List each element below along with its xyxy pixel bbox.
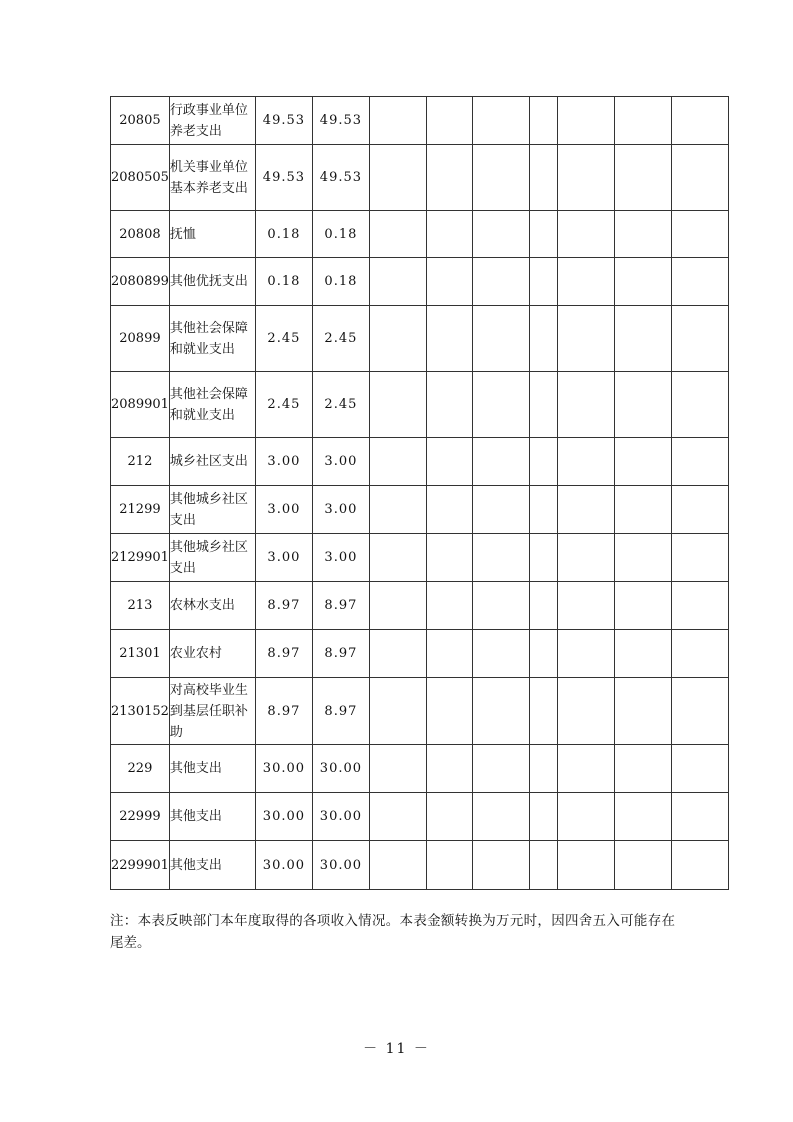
empty-cell	[557, 678, 614, 745]
empty-cell	[671, 678, 728, 745]
table-row	[111, 630, 729, 678]
table-body	[111, 97, 729, 890]
empty-cell	[529, 745, 557, 793]
empty-cell	[369, 486, 426, 534]
empty-cell	[426, 841, 472, 890]
empty-cell	[614, 306, 671, 372]
empty-cell	[557, 438, 614, 486]
empty-cell	[671, 211, 728, 258]
empty-cell	[671, 793, 728, 841]
total-amount-cell: 8.97	[255, 630, 312, 678]
empty-cell	[426, 211, 472, 258]
fiscal-appropriation-cell: 3.00	[312, 438, 369, 486]
empty-cell	[426, 582, 472, 630]
function-name-cell: 其他社会保障和就业支出	[169, 306, 255, 372]
empty-cell	[671, 97, 728, 145]
function-name-cell: 农业农村	[169, 630, 255, 678]
table-row	[111, 745, 729, 793]
empty-cell	[369, 630, 426, 678]
empty-cell	[557, 211, 614, 258]
income-table	[110, 96, 729, 890]
fiscal-appropriation-cell: 8.97	[312, 678, 369, 745]
empty-cell	[529, 306, 557, 372]
total-amount-cell: 30.00	[255, 745, 312, 793]
function-code-cell: 22999	[111, 793, 170, 841]
empty-cell	[472, 582, 529, 630]
function-code-cell: 21301	[111, 630, 170, 678]
function-name-cell: 其他城乡社区支出	[169, 486, 255, 534]
function-code-cell: 229	[111, 745, 170, 793]
function-name-cell: 其他城乡社区支出	[169, 534, 255, 582]
total-amount-cell: 2.45	[255, 372, 312, 438]
empty-cell	[472, 372, 529, 438]
empty-cell	[557, 258, 614, 306]
total-amount-cell: 49.53	[255, 145, 312, 211]
empty-cell	[369, 793, 426, 841]
table-row	[111, 793, 729, 841]
empty-cell	[426, 678, 472, 745]
function-code-cell: 2129901	[111, 534, 170, 582]
empty-cell	[671, 630, 728, 678]
empty-cell	[557, 306, 614, 372]
empty-cell	[426, 630, 472, 678]
empty-cell	[472, 486, 529, 534]
table-note: 注：本表反映部门本年度取得的各项收入情况。本表金额转换为万元时，因四舍五入可能存在尾差。	[110, 913, 675, 951]
total-amount-cell: 3.00	[255, 534, 312, 582]
empty-cell	[671, 486, 728, 534]
empty-cell	[671, 258, 728, 306]
empty-cell	[671, 438, 728, 486]
empty-cell	[671, 534, 728, 582]
function-code-cell: 20805	[111, 97, 170, 145]
empty-cell	[426, 372, 472, 438]
empty-cell	[557, 372, 614, 438]
empty-cell	[472, 97, 529, 145]
total-amount-cell: 2.45	[255, 306, 312, 372]
empty-cell	[529, 678, 557, 745]
empty-cell	[529, 258, 557, 306]
table-row	[111, 841, 729, 890]
fiscal-appropriation-cell: 3.00	[312, 534, 369, 582]
empty-cell	[614, 372, 671, 438]
total-amount-cell: 3.00	[255, 486, 312, 534]
function-code-cell: 2299901	[111, 841, 170, 890]
empty-cell	[426, 258, 472, 306]
empty-cell	[671, 745, 728, 793]
function-name-cell: 其他社会保障和就业支出	[169, 372, 255, 438]
empty-cell	[369, 582, 426, 630]
empty-cell	[426, 438, 472, 486]
total-amount-cell: 8.97	[255, 678, 312, 745]
empty-cell	[472, 841, 529, 890]
empty-cell	[369, 97, 426, 145]
fiscal-appropriation-cell: 2.45	[312, 306, 369, 372]
function-code-cell: 20899	[111, 306, 170, 372]
empty-cell	[369, 841, 426, 890]
function-name-cell: 农林水支出	[169, 582, 255, 630]
empty-cell	[671, 145, 728, 211]
empty-cell	[472, 745, 529, 793]
table-row	[111, 372, 729, 438]
function-code-cell: 20808	[111, 211, 170, 258]
empty-cell	[472, 630, 529, 678]
empty-cell	[614, 486, 671, 534]
empty-cell	[529, 486, 557, 534]
empty-cell	[472, 145, 529, 211]
total-amount-cell: 0.18	[255, 211, 312, 258]
empty-cell	[369, 372, 426, 438]
empty-cell	[472, 211, 529, 258]
empty-cell	[472, 306, 529, 372]
table-row	[111, 306, 729, 372]
empty-cell	[529, 145, 557, 211]
table-row	[111, 97, 729, 145]
fiscal-appropriation-cell: 49.53	[312, 145, 369, 211]
empty-cell	[369, 745, 426, 793]
empty-cell	[557, 145, 614, 211]
function-name-cell: 城乡社区支出	[169, 438, 255, 486]
table-row	[111, 534, 729, 582]
empty-cell	[529, 438, 557, 486]
fiscal-appropriation-cell: 49.53	[312, 97, 369, 145]
empty-cell	[426, 145, 472, 211]
empty-cell	[426, 534, 472, 582]
function-name-cell: 其他优抚支出	[169, 258, 255, 306]
empty-cell	[426, 306, 472, 372]
empty-cell	[529, 372, 557, 438]
table-row	[111, 678, 729, 745]
table-row	[111, 582, 729, 630]
empty-cell	[529, 534, 557, 582]
total-amount-cell: 3.00	[255, 438, 312, 486]
empty-cell	[614, 145, 671, 211]
empty-cell	[614, 97, 671, 145]
empty-cell	[557, 630, 614, 678]
empty-cell	[557, 793, 614, 841]
empty-cell	[614, 258, 671, 306]
function-code-cell: 21299	[111, 486, 170, 534]
empty-cell	[557, 841, 614, 890]
empty-cell	[529, 97, 557, 145]
empty-cell	[529, 582, 557, 630]
empty-cell	[472, 678, 529, 745]
function-code-cell: 2080899	[111, 258, 170, 306]
empty-cell	[472, 438, 529, 486]
function-name-cell: 其他支出	[169, 793, 255, 841]
empty-cell	[426, 793, 472, 841]
empty-cell	[614, 582, 671, 630]
empty-cell	[671, 372, 728, 438]
empty-cell	[472, 793, 529, 841]
empty-cell	[557, 486, 614, 534]
empty-cell	[369, 534, 426, 582]
empty-cell	[472, 534, 529, 582]
function-name-cell: 行政事业单位养老支出	[169, 97, 255, 145]
total-amount-cell: 30.00	[255, 841, 312, 890]
function-name-cell: 机关事业单位基本养老支出	[169, 145, 255, 211]
empty-cell	[614, 211, 671, 258]
empty-cell	[614, 630, 671, 678]
function-code-cell: 212	[111, 438, 170, 486]
empty-cell	[426, 745, 472, 793]
empty-cell	[671, 841, 728, 890]
empty-cell	[671, 306, 728, 372]
empty-cell	[529, 630, 557, 678]
empty-cell	[369, 438, 426, 486]
empty-cell	[614, 438, 671, 486]
function-code-cell: 213	[111, 582, 170, 630]
empty-cell	[369, 306, 426, 372]
empty-cell	[426, 97, 472, 145]
function-name-cell: 抚恤	[169, 211, 255, 258]
empty-cell	[614, 534, 671, 582]
table-row	[111, 258, 729, 306]
empty-cell	[614, 745, 671, 793]
fiscal-appropriation-cell: 0.18	[312, 211, 369, 258]
table-row	[111, 486, 729, 534]
empty-cell	[529, 841, 557, 890]
empty-cell	[614, 841, 671, 890]
empty-cell	[557, 745, 614, 793]
empty-cell	[671, 582, 728, 630]
table-row	[111, 145, 729, 211]
table-row	[111, 211, 729, 258]
fiscal-appropriation-cell: 30.00	[312, 841, 369, 890]
function-name-cell: 其他支出	[169, 745, 255, 793]
empty-cell	[369, 678, 426, 745]
fiscal-appropriation-cell: 8.97	[312, 582, 369, 630]
empty-cell	[426, 486, 472, 534]
empty-cell	[369, 145, 426, 211]
page-number: － 11 －	[363, 1041, 430, 1057]
function-code-cell: 2089901	[111, 372, 170, 438]
function-name-cell: 对高校毕业生到基层任职补助	[169, 678, 255, 745]
empty-cell	[529, 793, 557, 841]
empty-cell	[614, 793, 671, 841]
fiscal-appropriation-cell: 8.97	[312, 630, 369, 678]
function-name-cell: 其他支出	[169, 841, 255, 890]
total-amount-cell: 49.53	[255, 97, 312, 145]
total-amount-cell: 0.18	[255, 258, 312, 306]
fiscal-appropriation-cell: 30.00	[312, 745, 369, 793]
fiscal-appropriation-cell: 3.00	[312, 486, 369, 534]
empty-cell	[472, 258, 529, 306]
fiscal-appropriation-cell: 30.00	[312, 793, 369, 841]
total-amount-cell: 30.00	[255, 793, 312, 841]
table-row	[111, 438, 729, 486]
empty-cell	[557, 582, 614, 630]
empty-cell	[557, 97, 614, 145]
empty-cell	[529, 211, 557, 258]
function-code-cell: 2130152	[111, 678, 170, 745]
fiscal-appropriation-cell: 2.45	[312, 372, 369, 438]
empty-cell	[557, 534, 614, 582]
empty-cell	[614, 678, 671, 745]
total-amount-cell: 8.97	[255, 582, 312, 630]
function-code-cell: 2080505	[111, 145, 170, 211]
empty-cell	[369, 258, 426, 306]
empty-cell	[369, 211, 426, 258]
fiscal-appropriation-cell: 0.18	[312, 258, 369, 306]
